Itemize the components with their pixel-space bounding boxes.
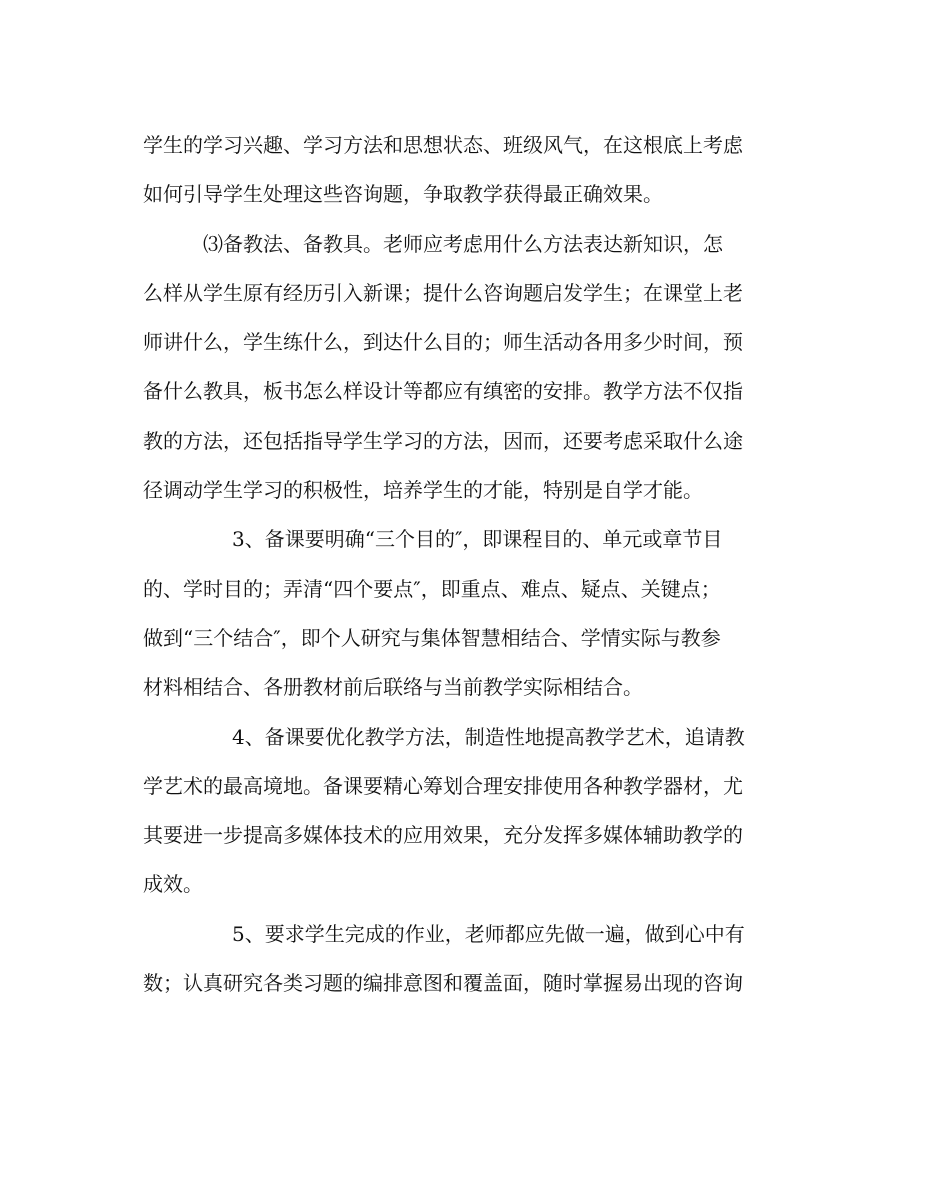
text-line: 的、学时目的；弄清“四个要点″，即重点、难点、疑点、关键点； (143, 577, 721, 601)
text-line: 成效。 (143, 872, 203, 896)
text-line: 4、备课要优化教学方法，制造性地提高教学艺术，追请教 (232, 725, 745, 749)
text-line: 如何引导学生处理这些咨询题，争取教学获得最正确效果。 (143, 182, 663, 206)
text-line: 么样从学生原有经历引入新课；提什么咨询题启发学生；在课堂上老 (143, 281, 743, 305)
text-line: 学艺术的最高境地。备课要精心筹划合理安排使用各种教学器材，尤 (143, 774, 743, 798)
text-line: 3、备课要明确“三个目的″，即课程目的、单元或章节目 (232, 527, 723, 551)
text-line: 做到“三个结合″，即个人研究与集体智慧相结合、学情实际与教参 (143, 626, 721, 650)
text-line: 学生的学习兴趣、学习方法和思想状态、班级风气，在这根底上考虑 (143, 133, 743, 157)
text-line: 数；认真研究各类习题的编排意图和覆盖面，随时掌握易出现的咨询 (143, 971, 743, 995)
text-line: 备什么教具，板书怎么样设计等都应有缜密的安排。教学方法不仅指 (143, 379, 743, 403)
text-line: 材料相结合、各册教材前后联络与当前教学实际相结合。 (143, 675, 643, 699)
text-line: 5、要求学生完成的作业，老师都应先做一遍，做到心中有 (232, 922, 745, 946)
text-line: 师讲什么，学生练什么，到达什么目的；师生活动各用多少时间，预 (143, 330, 743, 354)
text-line: ⑶备教法、备教具。老师应考虑用什么方法表达新知识，怎 (203, 232, 723, 256)
text-line: 教的方法，还包括指导学生学习的方法，因而，还要考虑采取什么途 (143, 429, 743, 453)
text-line: 其要进一步提高多媒体技术的应用效果，充分发挥多媒体辅助教学的 (143, 823, 743, 847)
text-line: 径调动学生学习的积极性，培养学生的才能，特别是自学才能。 (143, 478, 703, 502)
